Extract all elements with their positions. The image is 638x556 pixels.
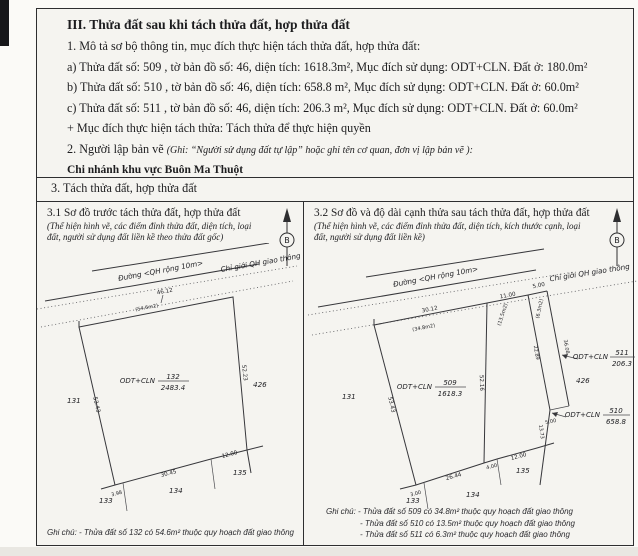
parcel-510-number: 510 [609, 407, 623, 415]
neighbor-135: 135 [516, 466, 530, 475]
neighbor-133: 133 [99, 496, 113, 505]
dim-bottom-mid: 30.45 [160, 469, 178, 479]
road-area-509: (34.8m2) [411, 322, 436, 334]
parcel-510-label [552, 407, 630, 426]
north-letter: B [614, 236, 620, 245]
panel-before-split [37, 202, 304, 545]
dim-bottom-3: 4.00 [485, 462, 498, 472]
tick-133-134 [123, 483, 127, 511]
dim-bottom-1: 3.00 [409, 489, 422, 499]
parcel-510-use: ODT+CLN [564, 411, 600, 419]
scan-bottom-strip [0, 547, 638, 556]
dim-bottom-right: 12.00 [221, 450, 239, 460]
right-note-1: Ghi chú: - Thửa đất số 509 có 34.8m² thuộc quy hoạch đất giao thông [326, 507, 574, 517]
right-panel-title: 3.2 Sơ đồ và độ dài cạnh thửa sau tách thửa đất, hợp thửa đất [314, 207, 590, 219]
purpose-line: + Mục đích thực hiện tách thửa: Tách thửa để thực hiện quyền [67, 121, 371, 135]
parcel-132-number: 132 [166, 373, 180, 381]
dim-top: 46.12 [156, 287, 174, 297]
dim-bottom-small: 3.98 [110, 489, 123, 499]
parcel-132-label [120, 373, 189, 392]
dim-bottom-4: 12.00 [510, 452, 528, 462]
diagram-panels [37, 202, 633, 545]
dim-mid: 52.16 [477, 374, 485, 392]
parcel-509-number: 509 [443, 379, 457, 387]
right-panel-subtitle: (Thể hiện hình vẽ, các điểm đỉnh thửa đất, diện tích, kích thước cạnh, loại đất, người sử dụng đất liền kề) [314, 221, 581, 243]
dim-left: 53.43 [91, 396, 101, 414]
parcel-509-label [397, 379, 466, 398]
right-note-2: - Thửa đất số 510 có 13.5m² thuộc quy hoạch đất giao thông [360, 518, 575, 528]
planning-boundary-label: Chỉ giới QH giao thông [219, 251, 302, 275]
planning-boundary-label: Chỉ giới QH giao thông [548, 261, 631, 284]
parcel-509-area: 1618.3 [437, 390, 463, 398]
parcel-510-area: 658.8 [605, 418, 627, 426]
parcel-132-use: ODT+CLN [119, 377, 155, 385]
left-panel-title: 3.1 Sơ đồ trước tách thửa đất, hợp thửa đất [47, 207, 241, 219]
info-line-1: 1. Mô tả sơ bộ thông tin, mục đích thực hiện tách thửa đất, hợp thửa đất: [67, 39, 421, 53]
road-area-511: (6.3m2) [535, 298, 546, 320]
dim-top-2: 11.00 [499, 291, 517, 301]
neighbor-426: 426 [253, 380, 267, 389]
section-3-header: 3. Tách thửa đất, hợp thửa đất [37, 178, 633, 202]
dim-top-1: 30.12 [421, 305, 439, 315]
dim-top-tick [161, 295, 163, 303]
section-3-info [37, 9, 633, 178]
road-area-510: (13.5m2) [496, 302, 510, 327]
dim-bottom-2: 26.44 [445, 472, 463, 483]
right-panel-header [304, 202, 633, 244]
author-name: Chi nhánh khu vực Buôn Ma Thuột [67, 163, 244, 176]
left-panel-subtitle: (Thể hiện hình vẽ, các điểm đỉnh thửa đất, diện tích, loại đất, người sử dụng đất liền kề theo thửa đất gốc) [47, 221, 252, 243]
right-panel-notes [326, 506, 575, 541]
parcel-509-use: ODT+CLN [396, 383, 432, 391]
road-label: Đường <QH rộng 10m> [392, 264, 479, 289]
tick-133-134 [424, 483, 428, 509]
north-letter: B [284, 236, 290, 245]
dim-top-3: 5.00 [532, 281, 546, 291]
dim-strip-bottom: 5.00 [544, 418, 557, 427]
dim-right-lower: 13.73 [537, 424, 545, 440]
dim-strip-right: 36.08 [561, 339, 571, 355]
neighbor-426: 426 [576, 376, 590, 385]
neighbor-131: 131 [67, 396, 81, 405]
tick-134-135 [497, 459, 501, 485]
parcel-line-b: b) Thửa đất số: 510 , tờ bản đồ số: 46, diện tích: 658.8 m², Mục đích sử dụng: ODT+CLN. Đất ở: 60.0m² [67, 80, 579, 94]
road-label: Đường <QH rộng 10m> [117, 258, 204, 283]
parcel-edge-top [374, 291, 547, 325]
dim-left: 53.43 [386, 396, 396, 414]
dim-strip-left: 22.89 [531, 345, 541, 361]
author-note: (Ghi: “Người sử dụng đất tự lập” hoặc ghi tên cơ quan, đơn vị lập bản vẽ ): [166, 144, 473, 156]
dim-right: 52.23 [240, 364, 248, 382]
parcel-511-label [562, 349, 635, 368]
section-title: III. Thửa đất sau khi tách thửa đất, hợp thửa đất [67, 17, 350, 32]
parcel-line-a: a) Thửa đất số: 509 , tờ bản đồ số: 46, diện tích: 1618.3m², Mục đích sử dụng: ODT+CLN. Đất ở: 180.0m² [67, 59, 588, 74]
author-prefix: 2. Người lập bản vẽ [67, 141, 167, 156]
diagram-before-split [37, 243, 302, 515]
neighbor-135: 135 [233, 468, 247, 477]
document-frame [36, 8, 634, 546]
parcel-511-number: 511 [615, 349, 629, 357]
neighbor-134: 134 [169, 486, 183, 495]
neighbor-131: 131 [342, 392, 356, 401]
strip-511-bottom [550, 406, 569, 410]
panel-after-split [304, 202, 633, 545]
neighbor-134: 134 [466, 490, 480, 499]
neighbor-133: 133 [406, 496, 420, 505]
planning-boundary-dotted [312, 281, 637, 335]
left-panel-header [37, 202, 303, 244]
tick-134-135 [211, 459, 215, 489]
right-note-3: - Thửa đất số 511 có 6.3m² thuộc quy hoạch đất giao thông [360, 530, 570, 540]
author-line [67, 142, 625, 157]
parcel-511-use: ODT+CLN [572, 353, 608, 361]
parcel-132-area: 2483.4 [160, 384, 186, 392]
parcel-edge-bottom [400, 443, 554, 489]
parcel-511-area: 206.3 [611, 360, 633, 368]
scan-corner-mark [0, 0, 9, 46]
diagram-after-split [304, 247, 637, 519]
road-area-label: (54.6m2) [134, 302, 159, 314]
left-panel-note: Ghi chú: - Thửa đất số 132 có 54.6m² thuộc quy hoạch đất giao thông [47, 528, 295, 537]
parcel-line-c: c) Thửa đất số: 511 , tờ bản đồ số: 46, diện tích: 206.3 m², Mục đích sử dụng: ODT+CLN. Đất ở: 60.0m² [67, 100, 578, 115]
